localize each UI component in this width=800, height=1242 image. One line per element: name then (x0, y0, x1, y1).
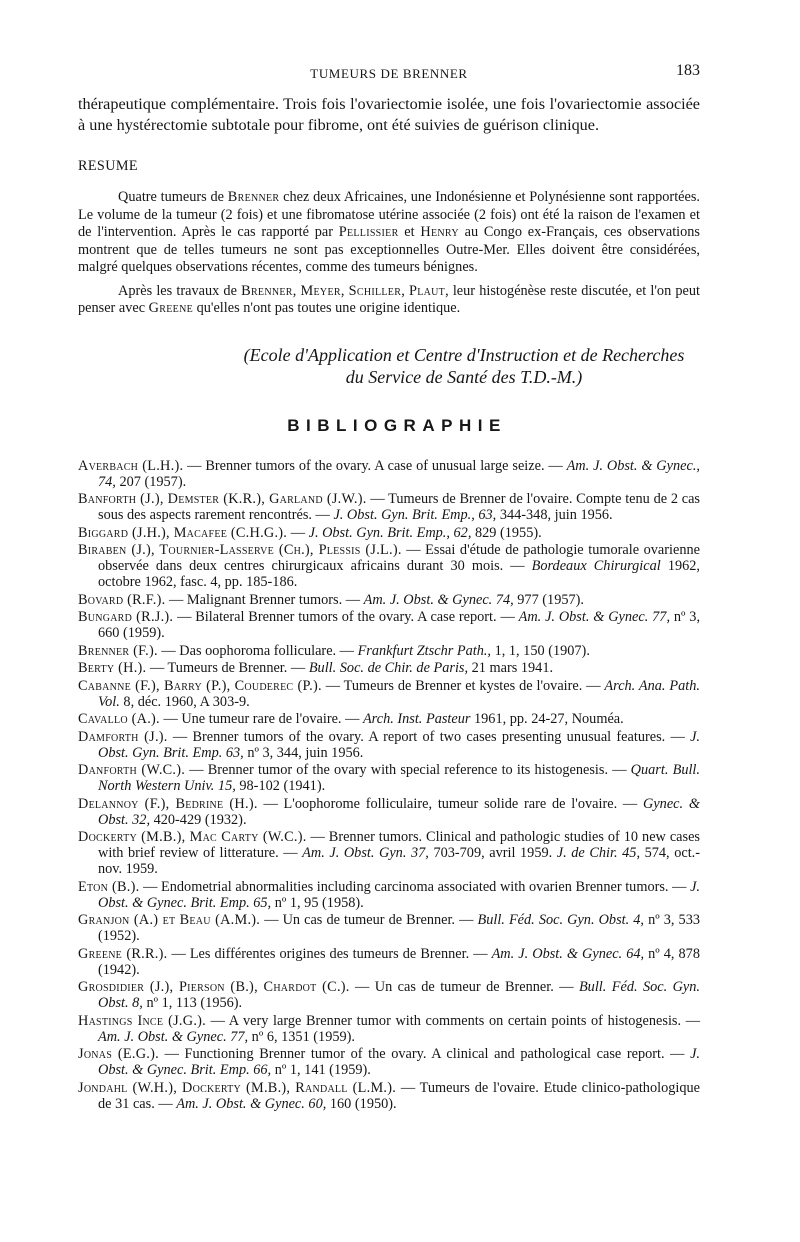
affiliation-line-2: du Service de Santé des T.D.-M.) (345, 366, 583, 387)
reference-authors: Bovard (R.F.). (78, 591, 166, 608)
author-name: Meyer (300, 282, 341, 299)
reference-text: — L'oophorome folliculaire, tumeur solide rare de l'ovaire. — (257, 795, 643, 812)
reference-text: — Endometrial abnormalities including carcinoma associated with ovarien Brenner tumors. — (139, 878, 691, 895)
reference-text: 21 mars 1941. (468, 660, 554, 676)
reference-authors: Berty (H.). (78, 660, 147, 676)
reference-entry (78, 1080, 700, 1112)
running-header (78, 62, 700, 86)
reference-entry (78, 879, 700, 911)
reference-text: nº 1, 113 (1956). (142, 995, 243, 1011)
reference-authors: Grosdidier (J.), Pierson (B.), Chardot (C.). (78, 979, 350, 995)
reference-text: — Une tumeur rare de l'ovaire. — (159, 711, 363, 727)
reference-journal: J. de Chir. 45, (556, 845, 641, 861)
summary-body (78, 189, 700, 318)
reference-journal: Bordeaux Chirurgical (531, 558, 661, 574)
reference-text: — A very large Brenner tumor with comments on certain points of histogenesis. — (206, 1012, 700, 1029)
reference-text: 207 (1957). (115, 473, 187, 490)
affiliation-line-1: (Ecole d'Application et Centre d'Instruction et de Recherches (243, 344, 685, 365)
continuation-paragraph: thérapeutique complémentaire. Trois fois l'ovariectomie isolée, une fois l'ovariectomie associée à une hystérectomie subtotale pour fibrome, ont été suivies de guérison clinique. (78, 95, 700, 134)
reference-authors: Danforth (W.C.). (78, 762, 186, 778)
reference-text: — Functioning Brenner tumor of the ovary. A clinical and pathological case report. — (158, 1046, 691, 1062)
reference-text: 1, 1, 150 (1907). (491, 642, 590, 659)
reference-text: — Tumeurs de Brenner de l'ovaire. Compte tenu de 2 cas sous des aspects rarement rencontrés. — (98, 491, 700, 523)
reference-text: nº 3, 533 (1952). (98, 912, 700, 944)
running-title: TUMEURS DE BRENNER (310, 66, 468, 81)
affiliation (78, 344, 700, 388)
reference-entry (78, 729, 700, 761)
reference-journal: Arch. Inst. Pasteur (362, 711, 471, 727)
summary-paragraph (78, 283, 700, 318)
reference-text: — Tumeurs de l'ovaire. Etude clinico-pathologique de 31 cas. — (98, 1079, 700, 1112)
reference-journal: Am. J. Obst. & Gynec. 77, (98, 1028, 249, 1045)
reference-journal: J. Obst. & Gynec. Brit. Emp. 65, (98, 878, 700, 911)
reference-journal: Bull. Féd. Soc. Gyn. Obst. 8, (98, 979, 700, 1011)
reference-text: 420-429 (1932). (150, 811, 247, 828)
reference-authors: Granjon (A.) et Beau (A.M.). (78, 912, 261, 928)
reference-text: nº 3, 660 (1959). (98, 609, 701, 641)
reference-journal: Quart. Bull. North Western Univ. 15, (98, 762, 700, 794)
reference-list (78, 458, 700, 1112)
reference-entry (78, 1013, 700, 1045)
reference-entry (78, 979, 700, 1011)
reference-text: — Les différentes origines des tumeurs de Brenner. — (167, 945, 492, 962)
summary-text: au Congo ex-Français, ces observations montrent que de telles tumeurs ne sont pas exceptionnelles Outre-Mer. Elles doivent être considérées, malgré quelques observations récentes, comme des tumeurs bénignes. (78, 224, 700, 275)
reference-text: 8, déc. 1960, A 303-9. (119, 693, 250, 710)
reference-authors: Jondahl (W.H.), Dockerty (M.B.), Randall (L.M.). (78, 1079, 397, 1096)
reference-text: — Tumeurs de Brenner et kystes de l'ovaire. — (321, 677, 605, 694)
reference-authors: Banforth (J.), Demster (K.R.), Garland (J.W.). (78, 491, 367, 507)
reference-text: 1962, octobre 1962, fasc. 4, pp. 185-186. (98, 558, 700, 590)
reference-text: 829 (1955). (471, 524, 542, 541)
reference-text: — (287, 524, 309, 541)
reference-journal: Bull. Féd. Soc. Gyn. Obst. 4, (477, 912, 644, 928)
reference-journal: Bull. Soc. de Chir. de Paris, (308, 660, 469, 676)
page-number: 183 (676, 62, 700, 79)
reference-authors: Brenner (F.). (78, 642, 158, 659)
reference-authors: Dockerty (M.B.), Mac Carty (W.C.). (78, 829, 307, 845)
reference-entry (78, 592, 700, 608)
reference-entry (78, 542, 700, 590)
summary-text: Quatre tumeurs de (118, 189, 228, 205)
reference-entry (78, 912, 700, 944)
reference-authors: Biraben (J.), Tournier-Lasserve (Ch.), Plessis (J.L.). (78, 542, 402, 558)
summary-paragraph (78, 189, 700, 277)
reference-text: 98-102 (1941). (235, 778, 326, 794)
reference-journal: J. Obst. & Gynec. Brit. Emp. 66, (98, 1046, 700, 1078)
summary-text: , leur histogénèse reste discutée, et l'on peut penser avec (78, 282, 701, 316)
reference-text: — Essai d'étude de pathologie tumorale ovarienne observée dans deux centres chirurgicaux africains durant 30 mois. — (98, 542, 700, 574)
reference-text: — Un cas de tumeur de Brenner. — (260, 912, 478, 928)
reference-text: — Brenner tumors of the ovary. A report of two cases presenting unusual features. — (167, 728, 691, 745)
reference-text: 1961, pp. 24-27, Nouméa. (470, 711, 624, 727)
reference-authors: Hastings Ince (J.G.). (78, 1012, 206, 1029)
reference-text: nº 4, 878 (1942). (98, 945, 700, 978)
reference-text: nº 1, 141 (1959). (271, 1062, 371, 1078)
reference-text: 703-709, avril 1959. (428, 845, 557, 861)
author-name: Pellissier (338, 224, 399, 240)
reference-entry (78, 1046, 700, 1078)
reference-entry (78, 491, 700, 523)
reference-text: — Tumeurs de Brenner. — (146, 660, 309, 676)
reference-text: — Bilateral Brenner tumors of the ovary. A case report. — (173, 609, 519, 625)
journal-page (78, 62, 700, 1113)
reference-journal: J. Obst. Gyn. Brit. Emp. 63, (98, 728, 700, 761)
author-name: Brenner (241, 282, 293, 299)
reference-text: 160 (1950). (326, 1095, 397, 1112)
reference-authors: Jonas (E.G.). (78, 1046, 159, 1062)
summary-text: chez deux Africaines, une Indonésienne et Polynésienne sont rapportées. Le volume de la tumeur (2 fois) et une fibromatose utérine associée (2 fois) ont été la raison de l'examen et de l'intervention. Après le cas rapporté par (78, 189, 700, 240)
summary-text: Après les travaux de (118, 282, 242, 299)
reference-text: nº 6, 1351 (1959). (248, 1028, 355, 1045)
summary-heading: RESUME (78, 158, 138, 174)
summary-text: et (398, 224, 421, 240)
reference-text: 977 (1957). (513, 591, 584, 608)
reference-authors: Averbach (L.H.). (78, 457, 184, 474)
reference-entry (78, 796, 700, 828)
reference-journal: Am. J. Obst. & Gynec. 64, (491, 945, 645, 962)
reference-authors: Biggard (J.H.), Macafee (C.H.G.). (78, 524, 288, 541)
reference-journal: Am. J. Obst. & Gynec., 74, (98, 457, 700, 490)
reference-authors: Cabanne (F.), Barry (P.), Couderec (P.). (78, 677, 322, 694)
reference-journal: J. Obst. Gyn. Brit. Emp., 62, (308, 524, 472, 541)
reference-authors: Cavallo (A.). (78, 711, 160, 727)
author-name: Brenner (227, 189, 280, 205)
reference-authors: Bungard (R.J.). (78, 609, 174, 625)
reference-text: — Un cas de tumeur de Brenner. — (349, 979, 579, 995)
reference-text: nº 1, 95 (1958). (271, 894, 364, 911)
summary-text: , (292, 282, 301, 299)
reference-entry (78, 643, 700, 659)
author-name: Plaut (408, 282, 446, 299)
reference-journal: Am. J. Obst. & Gynec. 60, (176, 1095, 327, 1112)
summary-text: , (401, 282, 409, 299)
summary-text: qu'elles n'ont pas toutes une origine identique. (193, 300, 461, 316)
reference-authors: Eton (B.). (78, 878, 140, 895)
reference-text: — Brenner tumors of the ovary. A case of unusual large seize. — (183, 457, 567, 474)
reference-entry (78, 711, 700, 727)
reference-entry (78, 678, 700, 710)
reference-journal: Am. J. Obst. & Gynec. 74, (363, 591, 514, 608)
author-name: Henry (420, 224, 459, 240)
reference-authors: Delannoy (F.), Bedrine (H.). (78, 795, 258, 812)
reference-entry (78, 458, 700, 490)
reference-entry (78, 525, 700, 541)
reference-text: — Brenner tumors. Clinical and pathologic studies of 10 new cases with brief review of litterature. — (98, 829, 700, 861)
author-name: Greene (148, 300, 193, 316)
reference-authors: Greene (R.R.). (78, 945, 168, 962)
reference-journal: Gynec. & Obst. 32, (98, 795, 700, 828)
reference-text: 574, oct.-nov. 1959. (98, 845, 700, 877)
reference-entry (78, 660, 700, 676)
author-name: Schiller (348, 282, 402, 299)
reference-text: nº 3, 344, juin 1956. (243, 744, 364, 761)
reference-entry (78, 609, 700, 641)
summary-text: , (340, 282, 349, 299)
bibliography-title: BIBLIOGRAPHIE (287, 415, 507, 435)
reference-journal: J. Obst. Gyn. Brit. Emp., 63, (333, 507, 497, 523)
reference-text: — Das oophoroma folliculare. — (157, 642, 358, 659)
reference-text: 344-348, juin 1956. (496, 507, 613, 523)
reference-journal: Arch. Ana. Path. Vol. (98, 677, 700, 710)
reference-entry (78, 946, 700, 978)
reference-text: — Brenner tumor of the ovary with special reference to its histogenesis. — (185, 762, 631, 778)
reference-entry (78, 762, 700, 794)
reference-journal: Am. J. Obst. Gyn. 37, (302, 845, 429, 861)
reference-entry (78, 829, 700, 877)
reference-journal: Frankfurt Ztschr Path., (357, 642, 492, 659)
reference-authors: Damforth (J.). (78, 728, 168, 745)
reference-text: — Malignant Brenner tumors. — (165, 591, 364, 608)
reference-journal: Am. J. Obst. & Gynec. 77, (518, 609, 671, 625)
